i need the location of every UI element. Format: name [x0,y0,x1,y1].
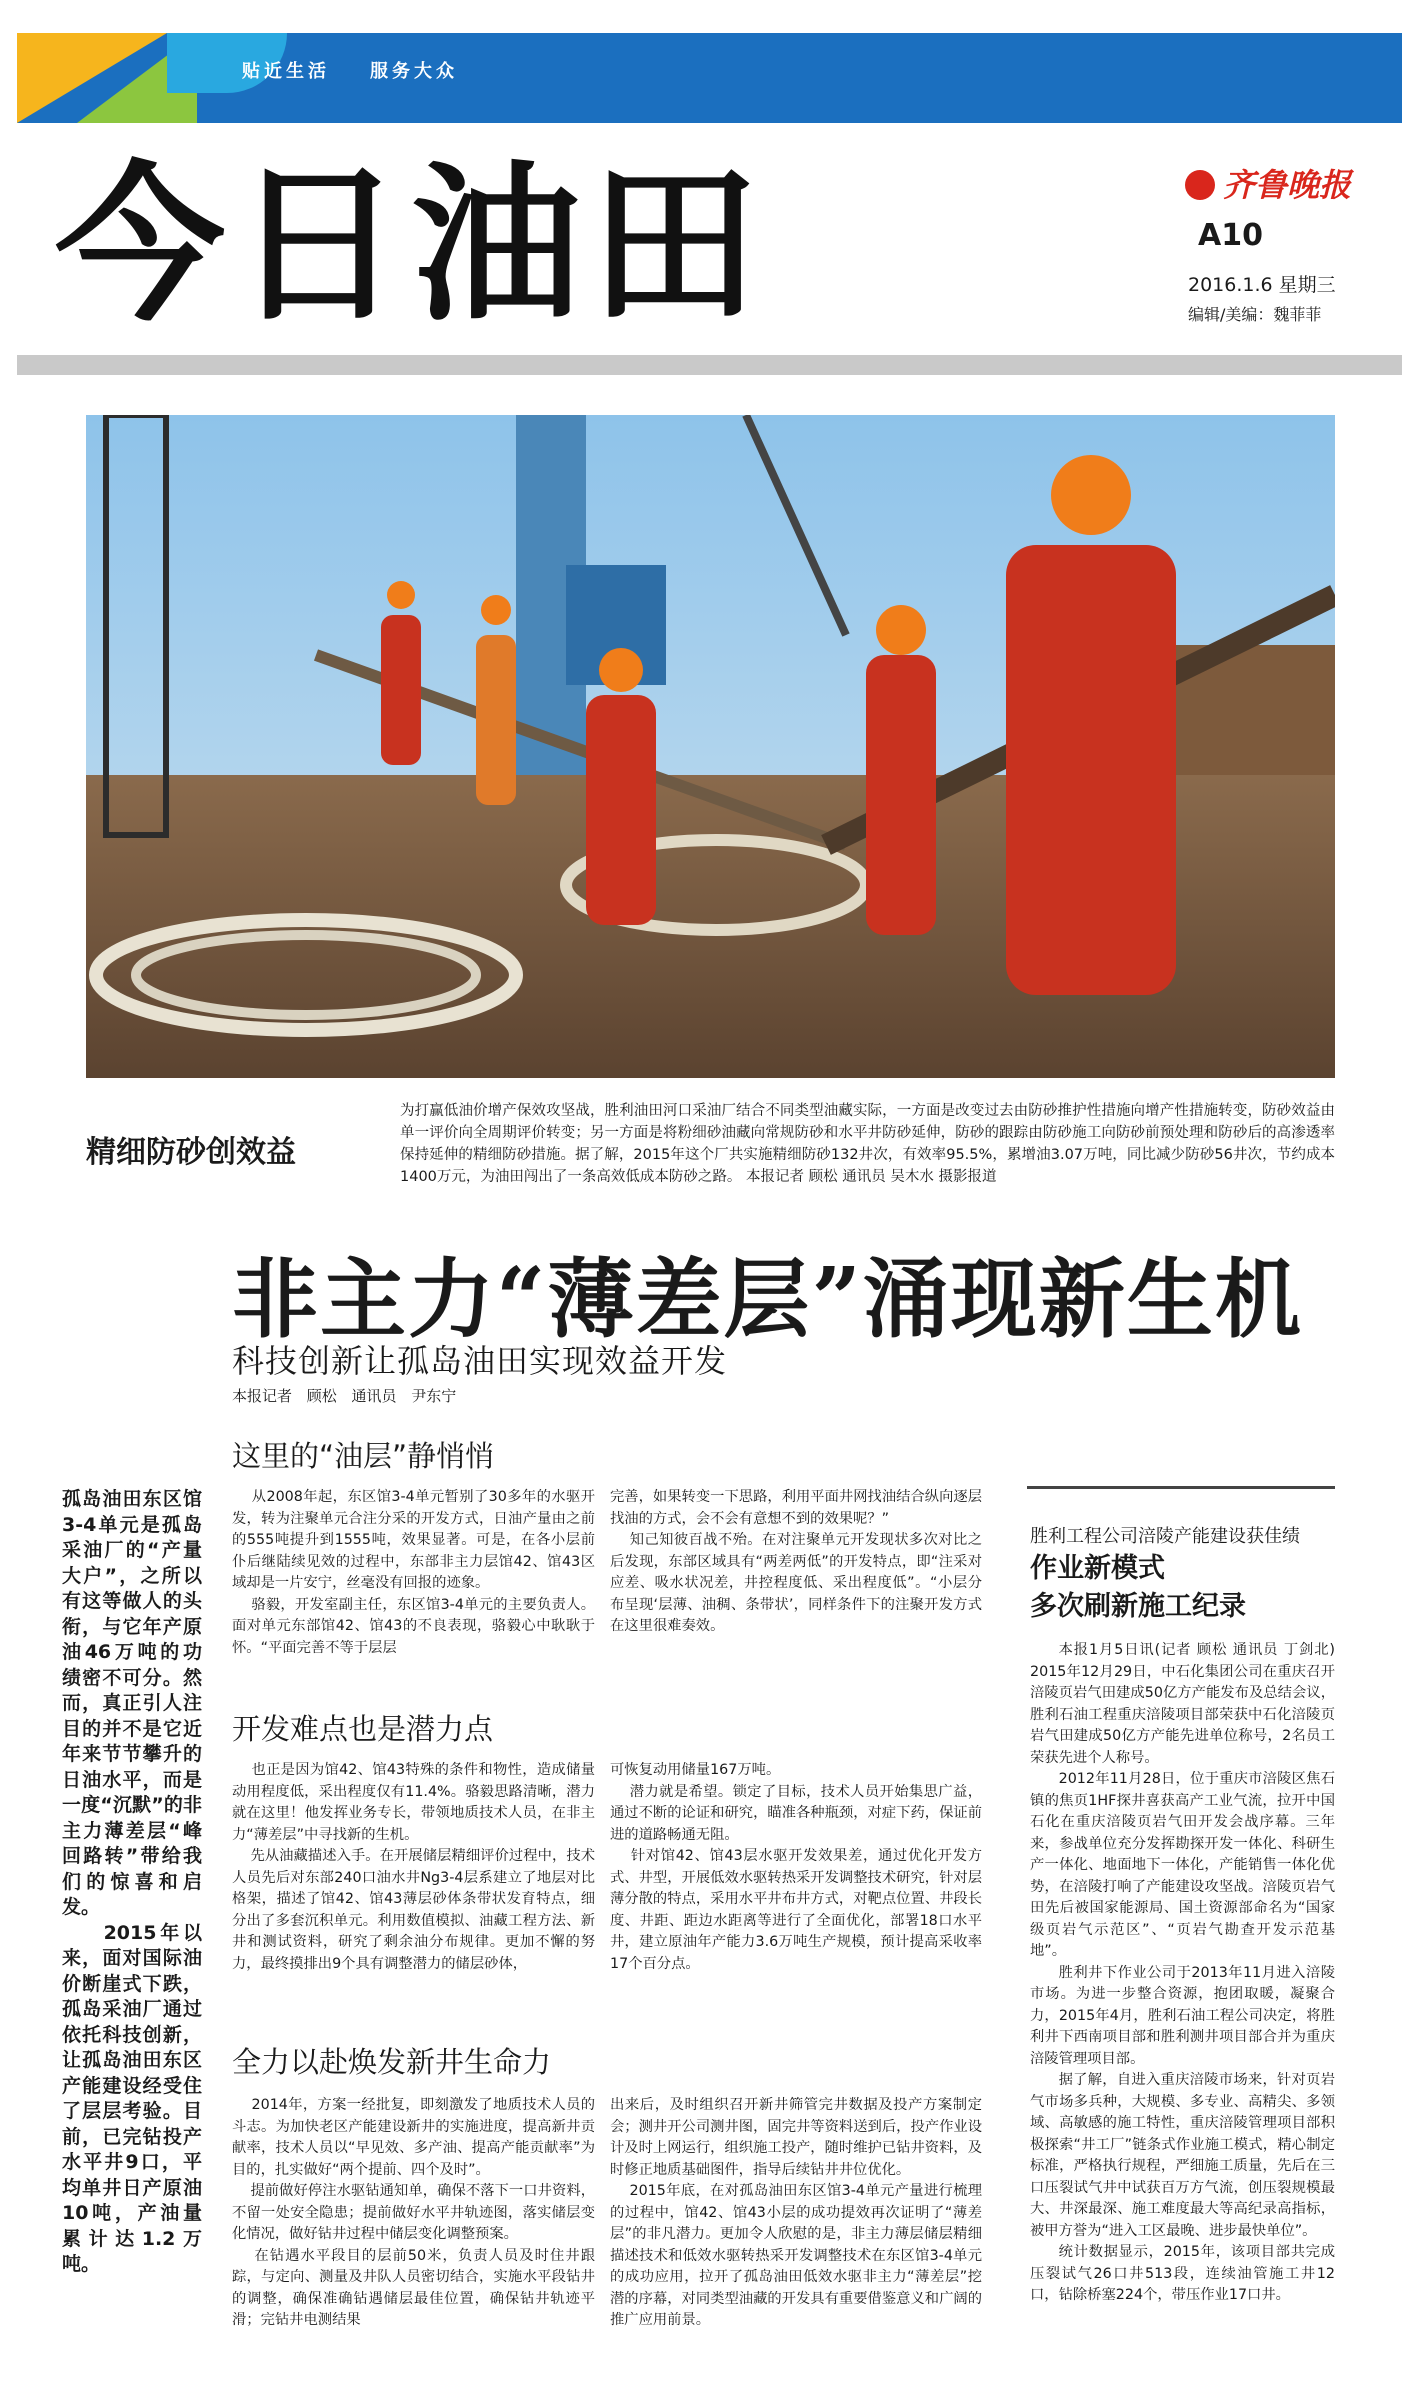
article-paragraph: 也正是因为馆42、馆43特殊的条件和物性，造成储量动用程度低，采出程度仅有11.4%。骆毅思路清晰，潜力就在这里！他发挥业务专长，带领地质技术人员，在非主力“薄差层”中寻找新的生机。 先从油藏描述入手。在开展储层精细评价过程中，技术人员先后对东部240口油水井Ng3-4层系建立了地层对比格架，描述了馆42、馆43薄层砂体条带状发育特点，细分出了多套沉积单元。利用数值模拟、油藏工程方法、新井和测试资料，研究了剩余油分布规律。更加不懈的努力，最终摸排出9个具有调整潜力的储层砂体， [232,1762,595,1972]
sidebar-title [1030,1550,1246,1626]
photo-caption: 为打赢低油价增产保效攻坚战，胜利油田河口采油厂结合不同类型油藏实际，一方面是改变过去由防砂推护性措施向增产性措施转变，防砂效益由单一评价向全周期评价转变；另一方面是将粉细砂油藏向常规防砂和水平井防砂延伸，防砂的跟踪由防砂施工向防砂前预处理和防砂后的高渗透率保持延伸的精细防砂措施。据了解，2015年这个厂共实施精细防砂132井次，有效率95.5%，累增油3.07万吨，同比减少防砂56井次，节约成本1400万元，为油田闯出了一条高效低成本防砂之路。 本报记者 顾松 通讯员 吴木水 摄影报道 [400,1103,1335,1185]
article-paragraph: 从2008年起，东区馆3-4单元暂别了30多年的水驱开发，转为注聚单元合注分采的开发方式，日油产量由之前的555吨提升到1555吨，效果显著。可是，在各小层前仆后继陆续见效的过程中，东部非主力层馆42、馆43区域却是一片安宁，丝毫没有回报的迹象。 骆毅，开发室副主任，东区馆3-4单元的主要负责人。面对单元东部馆42、馆43的不良表现，骆毅心中耿耿于怀。“平面完善不等于层层 [232,1489,595,1656]
article-byline: 本报记者 顾松 通讯员 尹东宁 [232,1387,457,1405]
sidebar-title-line: 作业新模式 [1030,1553,1165,1584]
banner-slogan [242,57,498,83]
slogan-part: 贴近生活 [242,61,330,82]
section-heading: 这里的“油层”静悄悄 [232,1439,495,1473]
newspaper-logo [1185,160,1351,206]
sidebar-paragraph: 胜利井下作业公司于2013年11月进入涪陵市场。为进一步整合资源，抱团取暖，凝聚合力，2015年4月，胜利石油工程公司决定，将胜利井下西南项目部和胜利测井项目部合并为重庆涪陵管理项目部。 [1030,1964,1335,2067]
section-heading: 全力以赴焕发新井生命力 [232,2045,552,2079]
sidebar-paragraph: 2012年11月28日，位于重庆市涪陵区焦石镇的焦页1HF探井喜获高产工业气流，拉开中国石化在重庆涪陵页岩气田开发会战序幕。三年来，参战单位充分发挥勘探开发一体化、科研生产一体化、地面地下一体化，产能销售一体化优势，在涪陵打响了产能建设攻坚战。涪陵页岩气田先后被国家能源局、国土资源部命名为“国家级页岩气示范区”、“页岩气勘查开发示范基地”。 [1030,1771,1335,1959]
photo-title: 精细防砂创效益 [86,1135,296,1170]
editor-credit: 编辑/美编：魏菲菲 [1188,305,1322,324]
article-paragraph: 2014年，方案一经批复，即刻激发了地质技术人员的斗志。为加快老区产能建设新井的实施进度，提高新井贡献率，技术人员以“早见效、多产油、提高产能贡献率”为目的，扎实做好“两个提前、四个及时”。 提前做好停注水驱钻通知单，确保不落下一口井资料，不留一处安全隐患；提前做好水平井轨迹图，落实储层变化情况，做好钻井过程中储层变化调整预案。 在钻遇水平段目的层前50米，负责人员及时住井跟踪，与定向、测量及井队人员密切结合，实施水平段钻井的调整，确保准确钻遇储层最佳位置，确保钻井轨迹平滑；完钻井电测结果 [232,2097,595,2328]
sun-logo-icon [1185,170,1215,200]
sidebar-divider [1027,1486,1335,1489]
masthead-divider [17,355,1402,375]
page-number: A10 [1198,218,1263,253]
sidebar-body [1030,1640,1335,2380]
feature-photo [86,415,1335,1078]
article-headline: 非主力“薄差层”涌现新生机 [232,1249,1303,1350]
newspaper-name: 齐鲁晚报 [1223,166,1352,204]
sidebar-title-line: 多次刷新施工纪录 [1030,1591,1246,1622]
section-masthead: 今日油田 [55,145,768,345]
slogan-part: 服务大众 [370,61,458,82]
article-paragraph: 出来后，及时组织召开新井筛管完井数据及投产方案制定会；测井开公司测井图，固完井等资料送到后，投产作业设计及时上网运行，组织施工投产，随时维护已钻井资料，及时修正地质基础图件，指导后续钻井井位优化。 2015年底，在对孤岛油田东区馆3-4单元产量进行梳理的过程中，馆42、馆43小层的成功提效再次证明了“薄差层”的非凡潜力。更加令人欣慰的是，非主力薄层储层精细描述技术和低效水驱转热采开发调整技术在东区馆3-4单元的成功应用，拉开了孤岛油田低效水驱非主力“薄差层”挖潜的序幕，对同类型油藏的开发具有重要借鉴意义和广阔的推广应用前景。 [610,2097,982,2328]
article-paragraph: 可恢复动用储量167万吨。 潜力就是希望。锁定了目标，技术人员开始集思广益，通过不断的论证和研究，瞄准各种瓶颈，对症下药，保证前进的道路畅通无阻。 针对馆42、馆43层水驱开发效果差，通过优化开发方式、井型，开展低效水驱转热采开发调整技术研究，针对层薄分散的特点，采用水平井布井方式，对靶点位置、井段长度、井距、距边水距离等进行了全面优化，部署18口水平井，建立原油年产能力3.6万吨生产规模，预计提高采收率17个百分点。 [610,1762,982,1972]
article-lead: 孤岛油田东区馆3-4单元是孤岛采油厂的“产量大户”，之所以有这等做人的头衔，与它年产原油46万吨的功绩密不可分。然而，真正引人注目的并不是它近年来节节攀升的日油水平，而是一度“沉默”的非主力薄差层“峰回路转”带给我们的惊喜和启发。 2015年以来，面对国际油价断崖式下跌，孤岛采油厂通过依托科技创新，让孤岛油田东区产能建设经受住了层层考验。目前，已完钻投产水平井9口，平均单井日产原油10吨，产油量累计达1.2万吨。 [62,1488,202,2275]
oilfield-workers-image [86,415,1335,1078]
sidebar-paragraph: 据了解，自进入重庆涪陵市场来，针对页岩气市场多兵种，大规模、多专业、高精尖、多领域、高敏感的施工特性，重庆涪陵管理项目部积极探索“井工厂”链条式作业施工模式，精心制定标准，严格执行规程，严细施工质量，先后在三口压裂试气井中试获百万方气流，创压裂规模最大、井深最深、施工难度最大等高纪录高指标，被甲方誉为“进入工区最晚、进步最快单位”。 [1030,2072,1335,2239]
section-heading: 开发难点也是潜力点 [232,1712,494,1746]
article-paragraph: 完善，如果转变一下思路，利用平面井网找油结合纵向逐层找油的方式，会不会有意想不到的效果呢？” 知己知彼百战不殆。在对注聚单元开发现状多次对比之后发现，东部区域具有“两差两低”的开发特点，即“注采对应差、吸水状况差，井控程度低、采出程度低”。“小层分布呈现‘层薄、油稠、条带状’，同样条件下的注聚开发方式在这里很难奏效。 [610,1489,982,1634]
sidebar-kicker: 胜利工程公司涪陵产能建设获佳绩 [1030,1526,1300,1547]
sidebar-paragraph: 统计数据显示，2015年，该项目部共完成压裂试气26口井513段，连续油管施工井12口，钻除桥塞224个，带压作业17口井。 [1030,2244,1335,2303]
article-subheadline: 科技创新让孤岛油田实现效益开发 [232,1342,728,1380]
sidebar-paragraph: 本报1月5日讯(记者 顾松 通讯员 丁剑北) 2015年12月29日，中石化集团公司在重庆召开涪陵页岩气田建成50亿方产能发布及总结会议，胜利石油工程重庆涪陵项目部荣获中石化涪陵页岩气田建成50亿方产能先进单位称号，2名员工荣获先进个人称号。 [1030,1642,1335,1766]
issue-date: 2016.1.6 星期三 [1188,274,1336,296]
header-banner [17,33,1402,123]
